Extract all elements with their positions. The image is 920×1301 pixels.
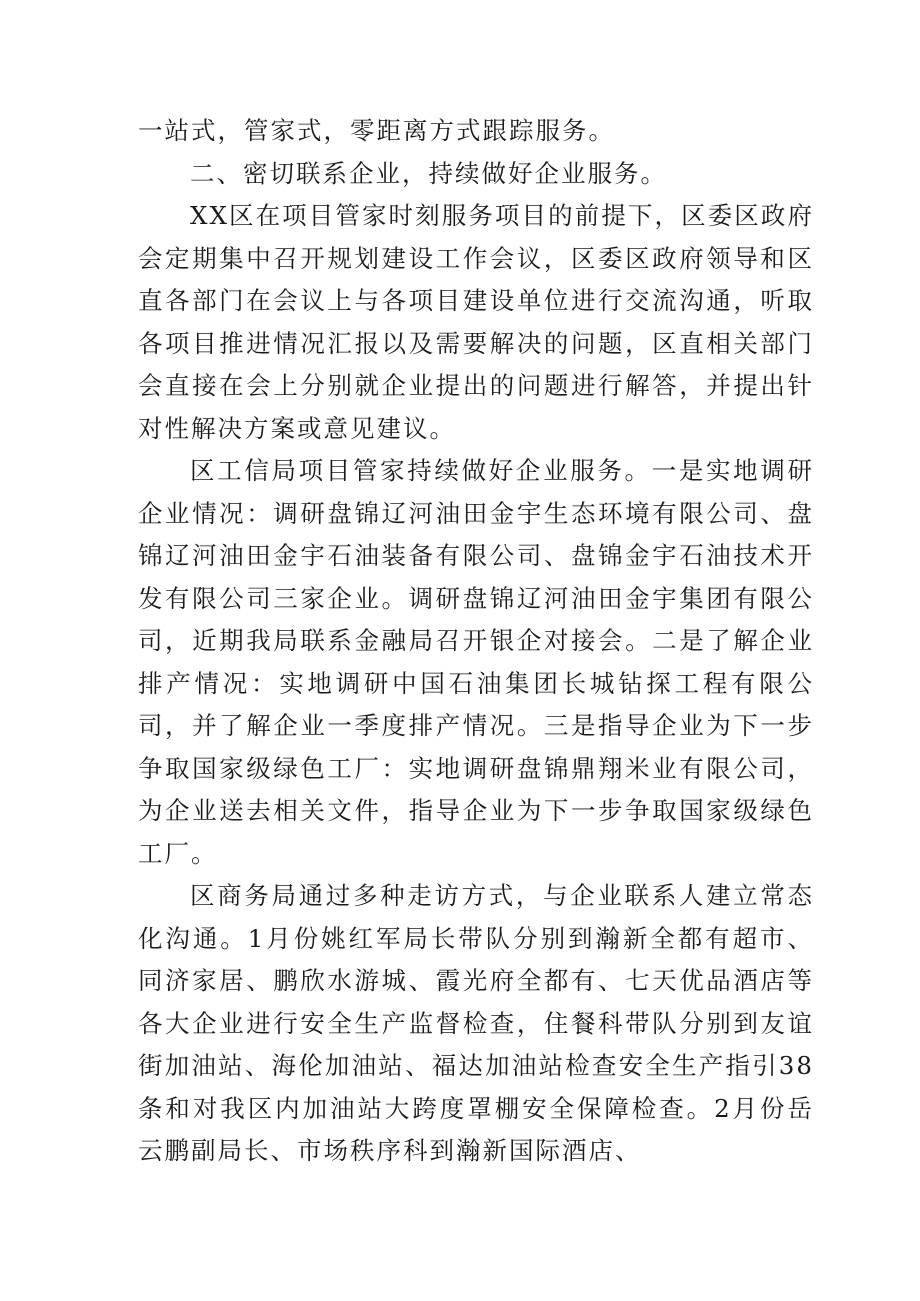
paragraph-1: 一站式，管家式，零距离方式跟踪服务。 bbox=[138, 116, 615, 145]
paragraph-4: 区工信局项目管家持续做好企业服务。一是实地调研企业情况：调研盘锦辽河油田金宇生态环境有限公司、盘锦辽河油田金宇石油装备有限公司、盘锦金宇石油技术开发有限公司三家企业。调研盘锦辽河油田金宇集团有限公司，近期我局联系金融局召开银企对接会。二是了解企业排产情况：实地调研中国石油集团长城钻探工程有限公司，并了解企业一季度排产情况。三是指导企业为下一步争取国家级绿色工厂：实地调研盘锦鼎翔米业有限公司，为企业送去相关文件，指导企业为下一步争取国家级绿色工厂。 bbox=[138, 456, 814, 868]
paragraph-5: 区商务局通过多种走访方式，与企业联系人建立常态化沟通。1月份姚红军局长带队分别到瀚新全都有超市、同济家居、鹏欣水游城、霞光府全都有、七天优品酒店等各大企业进行安全生产监督检查，住餐科带队分别到友谊街加油站、海伦加油站、福达加油站检查安全生产指引38条和对我区内加油站大跨度罩棚安全保障检查。2月份岳云鹏副局长、市场秩序科到瀚新国际酒店、 bbox=[138, 881, 814, 1165]
paragraph-3: XX区在项目管家时刻服务项目的前提下，区委区政府会定期集中召开规划建设工作会议，区委区政府领导和区直各部门在会议上与各项目建设单位进行交流沟通，听取各项目推进情况汇报以及需要解决的问题，区直相关部门会直接在会上分别就企业提出的问题进行解答，并提出针对性解决方案或意见建议。 bbox=[138, 201, 814, 443]
paragraph-2-heading: 二、密切联系企业，持续做好企业服务。 bbox=[190, 158, 667, 188]
document-body bbox=[138, 110, 814, 1173]
